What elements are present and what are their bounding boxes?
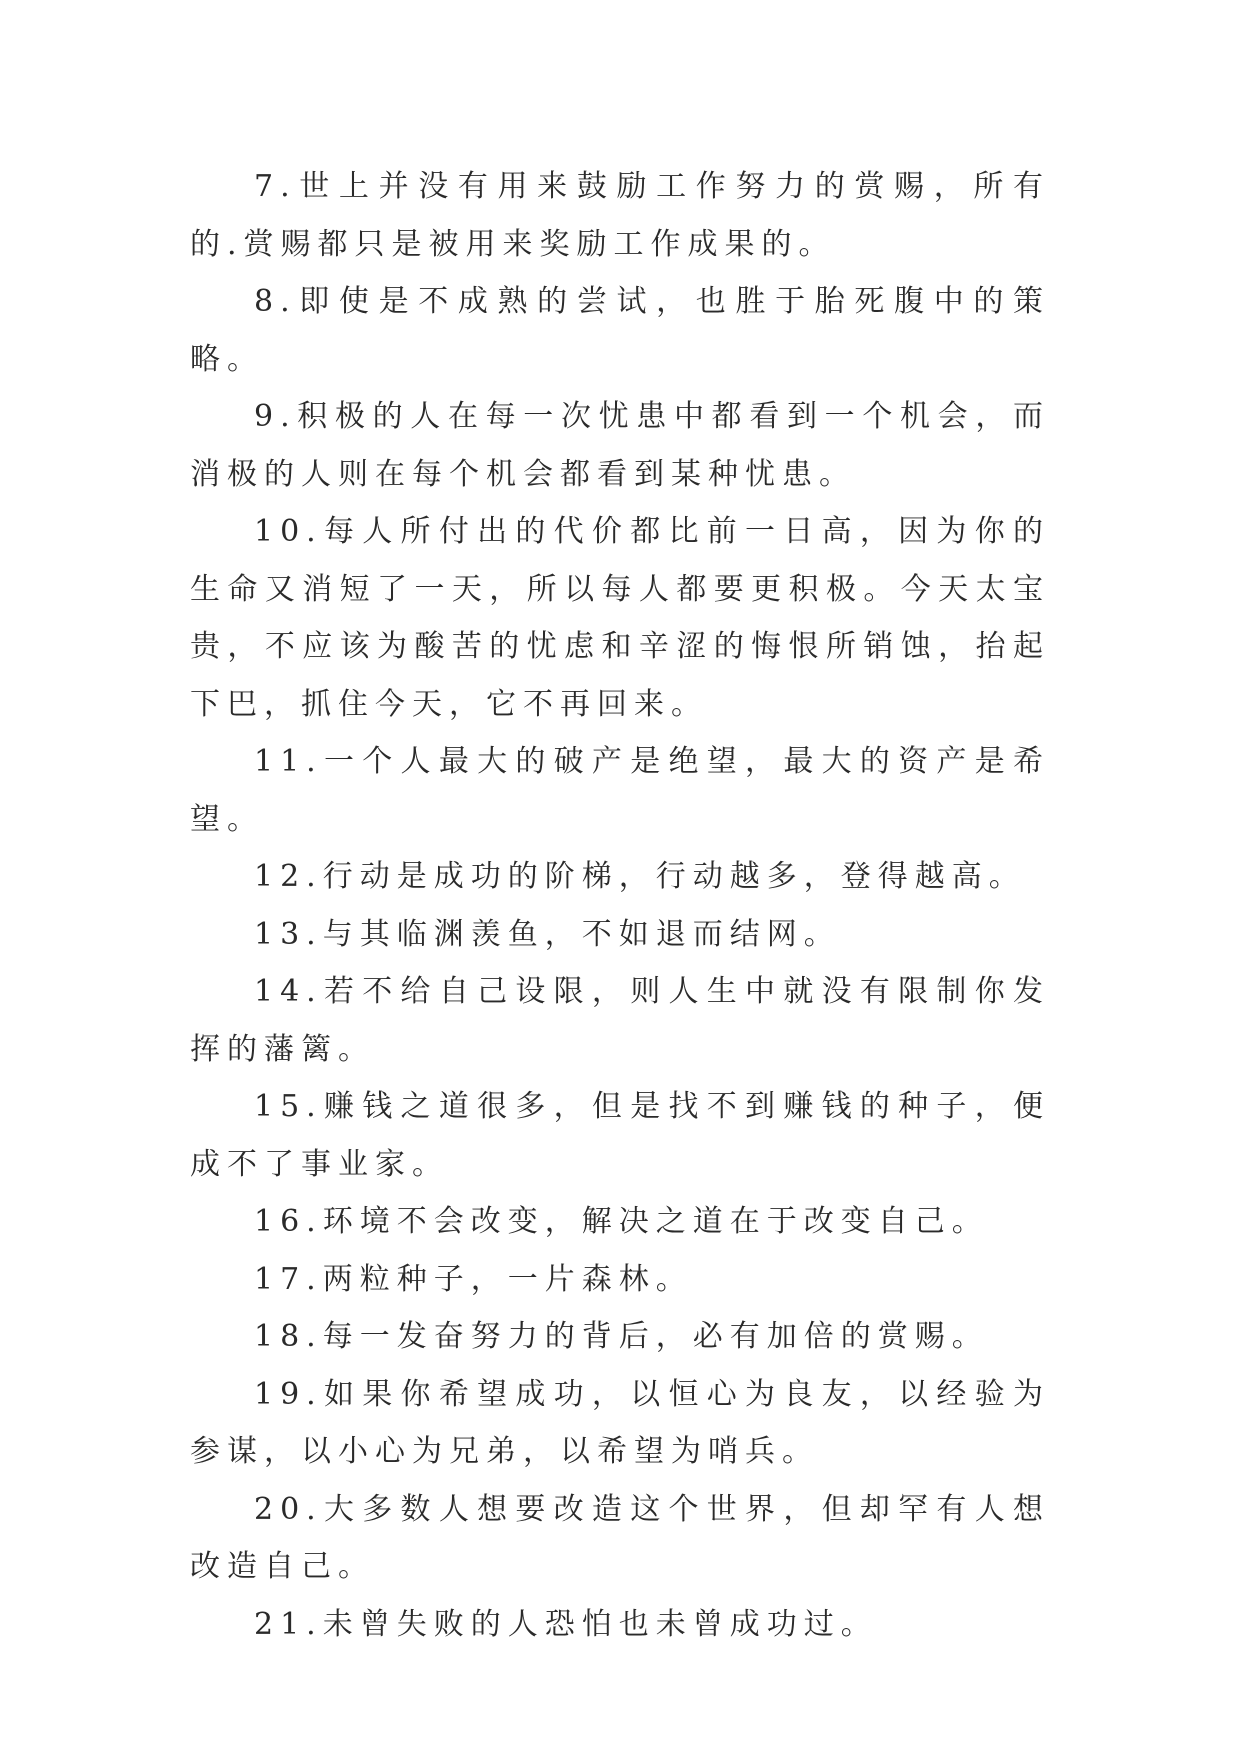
paragraph-9: 9.积极的人在每一次忧患中都看到一个机会，而消极的人则在每个机会都看到某种忧患。 [190,399,1050,492]
paragraph-20: 20.大多数人想要改造这个世界，但却罕有人想改造自己。 [190,1491,1050,1584]
paragraph-7: 7.世上并没有用来鼓励工作努力的赏赐，所有的.赏赐都只是被用来奖励工作成果的。 [190,169,1050,262]
paragraph-16: 16.环境不会改变，解决之道在于改变自己。 [254,1204,989,1239]
paragraph-11: 11.一个人最大的破产是绝望，最大的资产是希望。 [190,744,1050,837]
paragraph-18: 18.每一发奋努力的背后，必有加倍的赏赐。 [254,1319,989,1354]
paragraph-10: 10.每人所付出的代价都比前一日高，因为你的生命又消短了一天，所以每人都要更积极。今天太宝贵，不应该为酸苦的忧虑和辛涩的悔恨所销蚀，抬起下巴，抓住今天，它不再回来。 [190,514,1050,722]
paragraph-21: 21.未曾失败的人恐怕也未曾成功过。 [254,1606,878,1642]
quote-list [190,158,1050,1653]
paragraph-14: 14.若不给自己设限，则人生中就没有限制你发挥的藩篱。 [190,974,1050,1067]
paragraph-12: 12.行动是成功的阶梯，行动越多，登得越高。 [254,859,1026,894]
paragraph-17: 17.两粒种子，一片森林。 [254,1261,693,1297]
paragraph-19: 19.如果你希望成功，以恒心为良友，以经验为参谋，以小心为兄弟，以希望为哨兵。 [190,1376,1050,1469]
paragraph-15: 15.赚钱之道很多，但是找不到赚钱的种子，便成不了事业家。 [190,1089,1050,1182]
paragraph-13: 13.与其临渊羡鱼，不如退而结网。 [254,916,841,952]
paragraph-8: 8.即使是不成熟的尝试，也胜于胎死腹中的策略。 [190,284,1050,377]
